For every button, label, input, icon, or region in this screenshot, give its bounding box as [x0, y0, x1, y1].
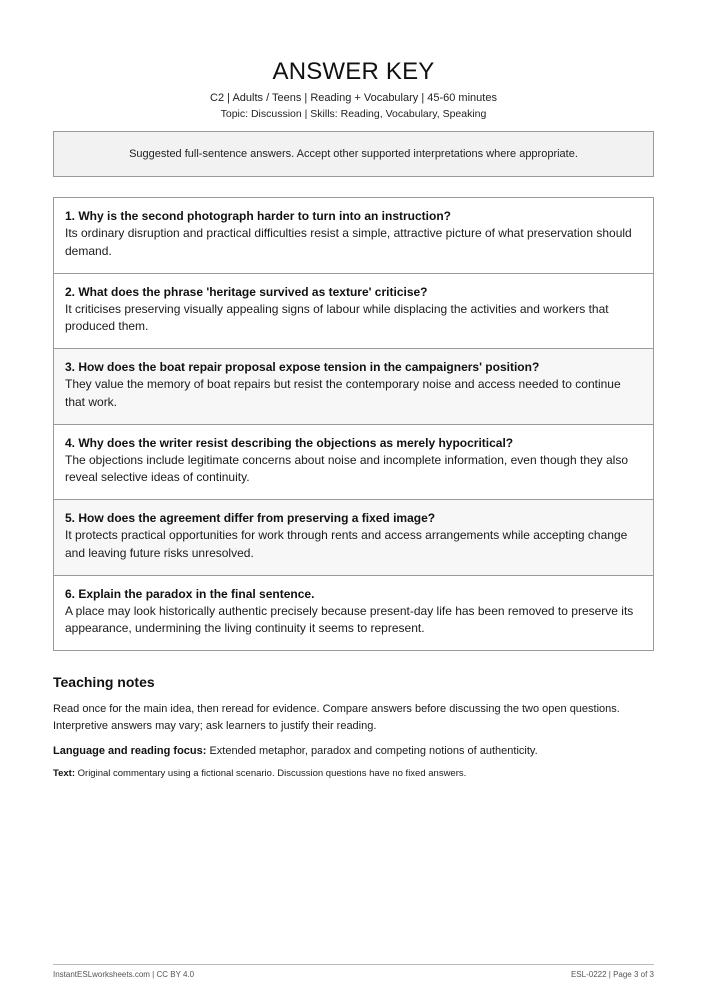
teaching-notes-paragraph: Read once for the main idea, then reread for evidence. Compare answers before discussing the two open questions. Interpretive answers may vary; ask learners to justify their reading.: [53, 703, 620, 732]
text-source-label: Text:: [53, 768, 75, 779]
question-text: 1. Why is the second photograph harder to turn into an instruction?: [65, 209, 452, 223]
footer-page-number: ESL-0222 | Page 3 of 3: [570, 970, 654, 979]
answer-text: A place may look historically authentic precisely because present-day life has been removed to preserve its appearance, undermining the living continuity it seems to represent.: [65, 603, 634, 635]
answer-item-3: [54, 349, 653, 425]
question-text: 2. What does the phrase 'heritage survived as texture' criticise?: [65, 284, 428, 299]
answer-item-5: [54, 500, 653, 576]
answer-item-2: [54, 274, 653, 350]
reading-focus: [53, 743, 654, 759]
answer-list: [53, 197, 654, 651]
reading-focus-text: Extended metaphor, paradox and competing notions of authenticity.: [206, 745, 538, 757]
topic-skills: Topic: Discussion | Skills: Reading, Vocabulary, Speaking: [220, 108, 487, 120]
teaching-notes-heading: Teaching notes: [53, 674, 155, 690]
question-text: 3. How does the boat repair proposal expose tension in the campaigners' position?: [65, 360, 540, 374]
answer-text: The objections include legitimate concerns about noise and incomplete information, even though they also reveal selective ideas of continuity.: [65, 452, 629, 484]
level-meta: C2 | Adults / Teens | Reading + Vocabulary | 45-60 minutes: [210, 92, 497, 104]
page-title: ANSWER KEY: [272, 58, 435, 85]
instruction-text: Suggested full-sentence answers. Accept other supported interpretations where appropriate.: [129, 148, 578, 160]
answer-item-1: [54, 198, 653, 274]
answer-text: It protects practical opportunities for work through rents and access arrangements while accepting change and leaving future risks unresolved.: [65, 528, 628, 560]
text-source-note: [53, 767, 654, 781]
text-source-text: Original commentary using a fictional scenario. Discussion questions have no fixed answers.: [75, 768, 467, 779]
instruction-box: [53, 131, 654, 177]
question-text: 4. Why does the writer resist describing the objections as merely hypocritical?: [65, 435, 514, 450]
answer-text: They value the memory of boat repairs but resist the contemporary noise and access needed to continue that work.: [65, 377, 621, 409]
question-text: 6. Explain the paradox in the final sentence.: [65, 586, 315, 601]
answer-item-4: [54, 425, 653, 501]
footer-license: InstantESLworksheets.com | CC BY 4.0: [53, 970, 195, 979]
question-text: 5. How does the agreement differ from preserving a fixed image?: [65, 511, 436, 525]
reading-focus-label: Language and reading focus:: [53, 745, 207, 757]
answer-text: It criticises preserving visually appealing signs of labour while displacing the activities and workers that produced them.: [65, 301, 609, 333]
answer-item-6: [54, 576, 653, 652]
worksheet-page: [53, 0, 654, 781]
page-footer: [53, 964, 654, 979]
answer-text: Its ordinary disruption and practical difficulties resist a simple, attractive picture of what preservation should demand.: [65, 226, 632, 258]
